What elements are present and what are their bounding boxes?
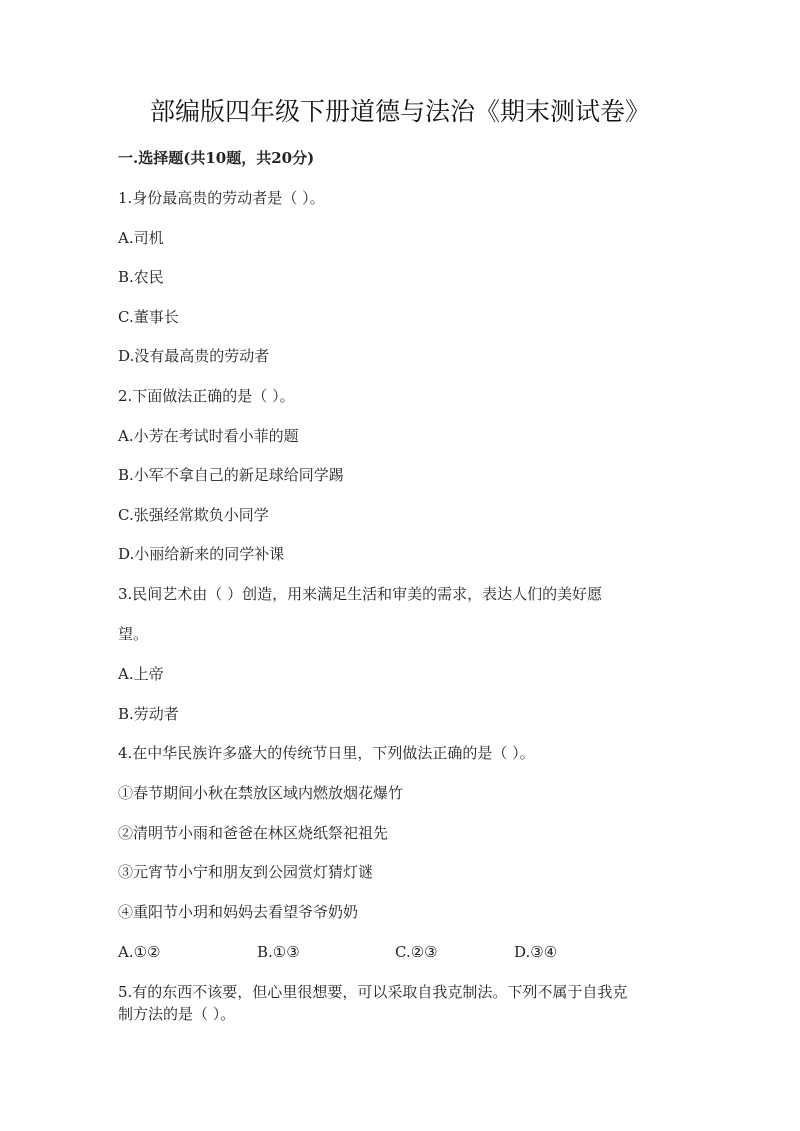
- page-title: 部编版四年级下册道德与法治《期末测试卷》: [149, 97, 650, 126]
- question-3-option-a: A.上帝: [118, 665, 164, 683]
- question-3-stem-line-1: 3.民间艺术由（ ）创造，用来满足生活和审美的需求，表达人们的美好愿: [118, 585, 603, 603]
- question-4-option-c: C.②③: [395, 943, 438, 961]
- question-1-option-c: C.董事长: [118, 308, 179, 326]
- question-4-item-4: ④重阳节小玥和妈妈去看望爷爷奶奶: [118, 903, 359, 921]
- question-3-stem-line-2: 望。: [118, 625, 149, 643]
- question-2-option-c: C.张强经常欺负小同学: [118, 506, 269, 524]
- question-4-item-2: ②清明节小雨和爸爸在林区烧纸祭祀祖先: [118, 824, 389, 842]
- question-4-option-a: A.①②: [118, 943, 161, 961]
- question-4-option-d: D.③④: [514, 943, 558, 961]
- question-5-stem-line-2: 制方法的是（ ）。: [118, 1005, 236, 1023]
- question-2-option-a: A.小芳在考试时看小菲的题: [118, 427, 299, 445]
- question-1-option-b: B.农民: [118, 268, 164, 286]
- question-5-stem-line-1: 5.有的东西不该要，但心里很想要，可以采取自我克制法。下列不属于自我克: [118, 983, 628, 1001]
- question-1-option-d: D.没有最高贵的劳动者: [118, 347, 270, 365]
- question-4-options: [118, 941, 688, 963]
- question-2-option-d: D.小丽给新来的同学补课: [118, 545, 285, 563]
- question-4-item-3: ③元宵节小宁和朋友到公园赏灯猜灯谜: [118, 863, 374, 881]
- question-2-option-b: B.小军不拿自己的新足球给同学踢: [118, 466, 344, 484]
- section-heading: 一.选择题(共10题，共20分): [118, 149, 315, 167]
- question-2-stem: 2.下面做法正确的是（ ）。: [118, 387, 295, 405]
- question-3-option-b: B.劳动者: [118, 705, 179, 723]
- question-4-option-b: B.①③: [257, 943, 300, 961]
- question-1-option-a: A.司机: [118, 229, 164, 247]
- question-4-item-1: ①春节期间小秋在禁放区域内燃放烟花爆竹: [118, 784, 404, 802]
- question-4-stem: 4.在中华民族许多盛大的传统节日里，下列做法正确的是（ ）。: [118, 744, 535, 762]
- question-1-stem: 1.身份最高贵的劳动者是（ ）。: [118, 189, 325, 207]
